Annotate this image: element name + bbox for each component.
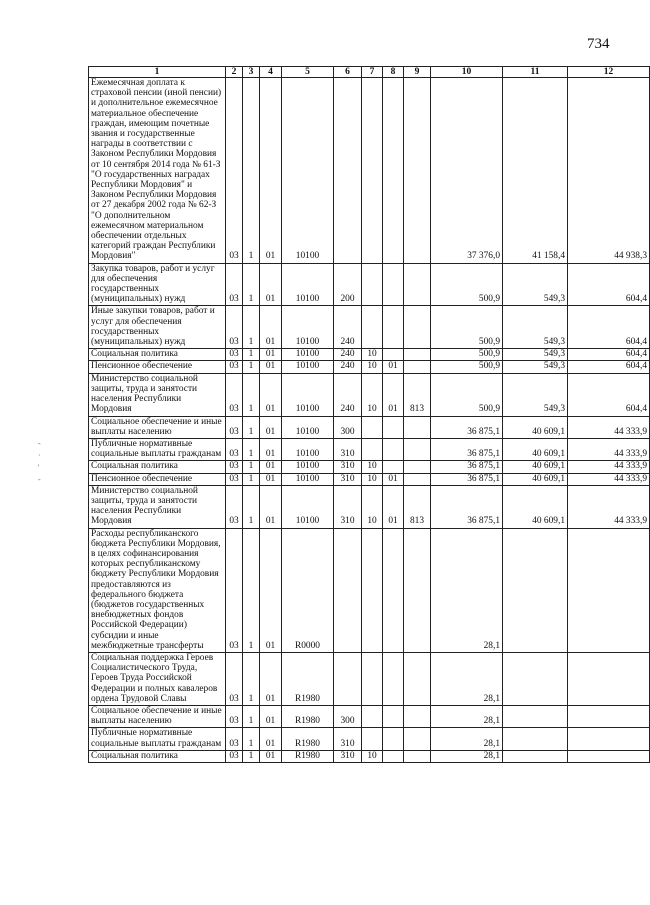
cell-amount-10: 500,9: [431, 349, 503, 361]
cell-amount-11: 40 609,1: [503, 485, 568, 528]
cell-subsection: 01: [383, 473, 404, 485]
cell-section: 10: [362, 373, 383, 416]
row-name: Социальная политика: [89, 750, 226, 762]
cell-ministry: [404, 416, 431, 438]
cell-ministry: [404, 306, 431, 349]
cell-amount-12: 44 333,9: [568, 473, 650, 485]
cell-code-3: 1: [243, 349, 260, 361]
cell-amount-12: 604,4: [568, 361, 650, 373]
cell-code-3: 1: [243, 728, 260, 750]
cell-amount-11: 40 609,1: [503, 473, 568, 485]
cell-amount-11: 40 609,1: [503, 461, 568, 473]
margin-mark: ·: [38, 451, 41, 460]
cell-expense-type: 200: [334, 263, 362, 306]
cell-expense-type: 300: [334, 416, 362, 438]
cell-section: [362, 438, 383, 460]
cell-code-4: 01: [260, 705, 282, 727]
cell-section: [362, 652, 383, 705]
table-row: [89, 705, 650, 727]
cell-subsection: 01: [383, 485, 404, 528]
cell-expense-type: 240: [334, 349, 362, 361]
cell-target-article: 10100: [282, 461, 334, 473]
cell-subsection: [383, 705, 404, 727]
cell-expense-type: 310: [334, 461, 362, 473]
cell-code-2: 03: [226, 652, 243, 705]
cell-amount-12: 604,4: [568, 263, 650, 306]
cell-amount-12: 44 333,9: [568, 438, 650, 460]
row-name: Иные закупки товаров, работ и услуг для обеспечения государственных (муниципальных) нужд: [89, 306, 226, 349]
cell-code-3: 1: [243, 263, 260, 306]
row-name: Социальная политика: [89, 349, 226, 361]
margin-marks: [38, 438, 41, 486]
cell-amount-10: 28,1: [431, 750, 503, 762]
cell-code-3: 1: [243, 416, 260, 438]
cell-ministry: [404, 438, 431, 460]
cell-subsection: [383, 78, 404, 264]
cell-amount-11: 41 158,4: [503, 78, 568, 264]
cell-target-article: 10100: [282, 361, 334, 373]
cell-amount-10: 36 875,1: [431, 485, 503, 528]
cell-amount-11: 549,3: [503, 349, 568, 361]
cell-amount-12: [568, 750, 650, 762]
row-name: Ежемесячная доплата к страховой пенсии (иной пенсии) и дополнительное ежемесячное материальное обеспечение граждан, имеющим почетные звания и государственные награды в соответствии с Законом Республики Мордовия от 10 сентября 2014 года № 61-З "О государственных наградах Республики Мордовия" и Законом Республики Мордовия от 27 декабря 2002 года № 62-З "О дополнительном ежемесячном материальном обеспечении отдельных категорий граждан Республики Мордовия": [89, 78, 226, 264]
cell-code-4: 01: [260, 461, 282, 473]
cell-amount-10: 37 376,0: [431, 78, 503, 264]
cell-subsection: [383, 750, 404, 762]
cell-amount-10: 36 875,1: [431, 461, 503, 473]
cell-section: [362, 728, 383, 750]
cell-section: [362, 263, 383, 306]
cell-expense-type: 310: [334, 438, 362, 460]
cell-amount-10: 36 875,1: [431, 473, 503, 485]
cell-code-2: 03: [226, 306, 243, 349]
row-name: Министерство социальной защиты, труда и занятости населения Республики Мордовия: [89, 485, 226, 528]
column-header: 11: [503, 67, 568, 78]
cell-ministry: [404, 750, 431, 762]
cell-subsection: [383, 263, 404, 306]
cell-amount-10: 28,1: [431, 728, 503, 750]
cell-amount-12: 44 333,9: [568, 461, 650, 473]
cell-ministry: [404, 528, 431, 652]
row-name: Публичные нормативные социальные выплаты гражданам: [89, 728, 226, 750]
cell-target-article: 10100: [282, 485, 334, 528]
cell-section: 10: [362, 361, 383, 373]
cell-amount-10: 28,1: [431, 652, 503, 705]
cell-ministry: [404, 78, 431, 264]
cell-amount-12: [568, 652, 650, 705]
cell-code-3: 1: [243, 750, 260, 762]
cell-amount-11: 549,3: [503, 306, 568, 349]
cell-amount-11: [503, 705, 568, 727]
cell-target-article: 10100: [282, 78, 334, 264]
cell-section: [362, 78, 383, 264]
row-name: Пенсионное обеспечение: [89, 473, 226, 485]
column-header: 2: [226, 67, 243, 78]
cell-code-4: 01: [260, 263, 282, 306]
cell-code-3: 1: [243, 373, 260, 416]
cell-code-3: 1: [243, 473, 260, 485]
cell-section: [362, 416, 383, 438]
cell-code-4: 01: [260, 438, 282, 460]
cell-expense-type: [334, 652, 362, 705]
cell-amount-12: 44 333,9: [568, 485, 650, 528]
cell-target-article: R1980: [282, 750, 334, 762]
cell-ministry: [404, 349, 431, 361]
cell-amount-12: 44 333,9: [568, 416, 650, 438]
row-name: Социальная политика: [89, 461, 226, 473]
cell-expense-type: 310: [334, 485, 362, 528]
cell-target-article: 10100: [282, 416, 334, 438]
table-row: [89, 361, 650, 373]
cell-target-article: 10100: [282, 373, 334, 416]
cell-ministry: 813: [404, 373, 431, 416]
cell-code-4: 01: [260, 306, 282, 349]
cell-code-4: 01: [260, 78, 282, 264]
table-row: [89, 349, 650, 361]
cell-amount-11: [503, 728, 568, 750]
cell-amount-11: [503, 652, 568, 705]
cell-amount-10: 500,9: [431, 373, 503, 416]
table-row: [89, 306, 650, 349]
cell-code-2: 03: [226, 705, 243, 727]
table-row: [89, 78, 650, 264]
cell-expense-type: 310: [334, 728, 362, 750]
cell-code-4: 01: [260, 652, 282, 705]
cell-subsection: 01: [383, 361, 404, 373]
column-header: 7: [362, 67, 383, 78]
margin-mark: -: [38, 475, 41, 484]
cell-amount-12: [568, 728, 650, 750]
cell-section: 10: [362, 461, 383, 473]
cell-target-article: R0000: [282, 528, 334, 652]
row-name: Социальное обеспечение и иные выплаты населению: [89, 705, 226, 727]
cell-section: 10: [362, 349, 383, 361]
table-row: [89, 473, 650, 485]
table-row: [89, 416, 650, 438]
cell-code-4: 01: [260, 373, 282, 416]
cell-target-article: 10100: [282, 263, 334, 306]
column-header: 8: [383, 67, 404, 78]
cell-code-2: 03: [226, 528, 243, 652]
cell-amount-12: 604,4: [568, 373, 650, 416]
cell-expense-type: [334, 78, 362, 264]
cell-code-2: 03: [226, 416, 243, 438]
column-header: 5: [282, 67, 334, 78]
cell-code-2: 03: [226, 485, 243, 528]
cell-expense-type: [334, 528, 362, 652]
cell-code-4: 01: [260, 349, 282, 361]
cell-code-4: 01: [260, 528, 282, 652]
table-row: [89, 438, 650, 460]
cell-code-3: 1: [243, 438, 260, 460]
cell-amount-12: [568, 528, 650, 652]
cell-code-4: 01: [260, 728, 282, 750]
cell-section: [362, 306, 383, 349]
cell-target-article: 10100: [282, 473, 334, 485]
margin-mark: ': [38, 463, 40, 472]
cell-code-4: 01: [260, 485, 282, 528]
cell-amount-12: 604,4: [568, 306, 650, 349]
cell-code-3: 1: [243, 528, 260, 652]
row-name: Пенсионное обеспечение: [89, 361, 226, 373]
cell-code-4: 01: [260, 750, 282, 762]
cell-amount-10: 500,9: [431, 263, 503, 306]
table-row: [89, 728, 650, 750]
cell-subsection: [383, 652, 404, 705]
cell-target-article: R1980: [282, 728, 334, 750]
cell-amount-11: 40 609,1: [503, 438, 568, 460]
row-name: Закупка товаров, работ и услуг для обеспечения государственных (муниципальных) нужд: [89, 263, 226, 306]
table-header-row: [89, 67, 650, 78]
page-number: 734: [587, 36, 610, 52]
cell-amount-10: 28,1: [431, 528, 503, 652]
cell-amount-11: [503, 750, 568, 762]
cell-code-2: 03: [226, 473, 243, 485]
cell-ministry: [404, 361, 431, 373]
cell-subsection: [383, 349, 404, 361]
cell-expense-type: 310: [334, 750, 362, 762]
cell-code-2: 03: [226, 728, 243, 750]
cell-amount-10: 500,9: [431, 361, 503, 373]
cell-code-2: 03: [226, 750, 243, 762]
cell-code-4: 01: [260, 361, 282, 373]
cell-amount-12: 44 938,3: [568, 78, 650, 264]
cell-ministry: [404, 652, 431, 705]
row-name: Расходы республиканского бюджета Республики Мордовия, в целях софинансирования которых республиканскому бюджету Республики Мордовия предоставляются из федерального бюджета (бюджетов государственных внебюджетных фондов Российской Федерации) субсидии и иные межбюджетные трансферты: [89, 528, 226, 652]
cell-code-3: 1: [243, 652, 260, 705]
cell-section: [362, 705, 383, 727]
table-row: [89, 485, 650, 528]
table-row: [89, 528, 650, 652]
table-row: [89, 461, 650, 473]
cell-subsection: [383, 528, 404, 652]
cell-amount-10: 36 875,1: [431, 438, 503, 460]
cell-amount-11: 549,3: [503, 373, 568, 416]
column-header: 12: [568, 67, 650, 78]
table-row: [89, 373, 650, 416]
column-header: 4: [260, 67, 282, 78]
cell-section: [362, 528, 383, 652]
cell-expense-type: 240: [334, 361, 362, 373]
cell-target-article: 10100: [282, 349, 334, 361]
cell-ministry: 813: [404, 485, 431, 528]
cell-amount-11: 549,3: [503, 263, 568, 306]
column-header: 3: [243, 67, 260, 78]
cell-amount-11: [503, 528, 568, 652]
table-row: [89, 750, 650, 762]
cell-expense-type: 240: [334, 306, 362, 349]
cell-ministry: [404, 705, 431, 727]
cell-code-2: 03: [226, 361, 243, 373]
cell-subsection: [383, 461, 404, 473]
cell-amount-12: [568, 705, 650, 727]
cell-subsection: [383, 438, 404, 460]
margin-mark: -: [38, 439, 41, 448]
cell-code-4: 01: [260, 473, 282, 485]
cell-amount-10: 500,9: [431, 306, 503, 349]
cell-section: 10: [362, 750, 383, 762]
cell-target-article: R1980: [282, 705, 334, 727]
cell-subsection: [383, 306, 404, 349]
row-name: Социальное обеспечение и иные выплаты населению: [89, 416, 226, 438]
cell-code-2: 03: [226, 349, 243, 361]
row-name: Социальная поддержка Героев Социалистического Труда, Героев Труда Российской Федерации и полных кавалеров ордена Трудовой Славы: [89, 652, 226, 705]
cell-ministry: [404, 728, 431, 750]
cell-code-2: 03: [226, 263, 243, 306]
cell-section: 10: [362, 485, 383, 528]
column-header: 10: [431, 67, 503, 78]
cell-amount-12: 604,4: [568, 349, 650, 361]
row-name: Министерство социальной защиты, труда и занятости населения Республики Мордовия: [89, 373, 226, 416]
table-row: [89, 263, 650, 306]
cell-ministry: [404, 473, 431, 485]
cell-target-article: R1980: [282, 652, 334, 705]
cell-expense-type: 310: [334, 473, 362, 485]
cell-ministry: [404, 461, 431, 473]
budget-table: [88, 66, 650, 763]
cell-code-2: 03: [226, 373, 243, 416]
column-header: 1: [89, 67, 226, 78]
cell-expense-type: 300: [334, 705, 362, 727]
cell-subsection: 01: [383, 373, 404, 416]
table-row: [89, 652, 650, 705]
cell-code-2: 03: [226, 438, 243, 460]
cell-subsection: [383, 728, 404, 750]
cell-code-3: 1: [243, 461, 260, 473]
cell-expense-type: 240: [334, 373, 362, 416]
cell-code-2: 03: [226, 78, 243, 264]
cell-amount-11: 549,3: [503, 361, 568, 373]
cell-subsection: [383, 416, 404, 438]
cell-code-3: 1: [243, 78, 260, 264]
column-header: 6: [334, 67, 362, 78]
cell-code-3: 1: [243, 306, 260, 349]
cell-code-2: 03: [226, 461, 243, 473]
cell-amount-10: 28,1: [431, 705, 503, 727]
row-name: Публичные нормативные социальные выплаты гражданам: [89, 438, 226, 460]
cell-amount-11: 40 609,1: [503, 416, 568, 438]
cell-target-article: 10100: [282, 438, 334, 460]
cell-code-3: 1: [243, 485, 260, 528]
cell-section: 10: [362, 473, 383, 485]
cell-target-article: 10100: [282, 306, 334, 349]
column-header: 9: [404, 67, 431, 78]
cell-ministry: [404, 263, 431, 306]
cell-code-3: 1: [243, 705, 260, 727]
cell-amount-10: 36 875,1: [431, 416, 503, 438]
cell-code-4: 01: [260, 416, 282, 438]
cell-code-3: 1: [243, 361, 260, 373]
